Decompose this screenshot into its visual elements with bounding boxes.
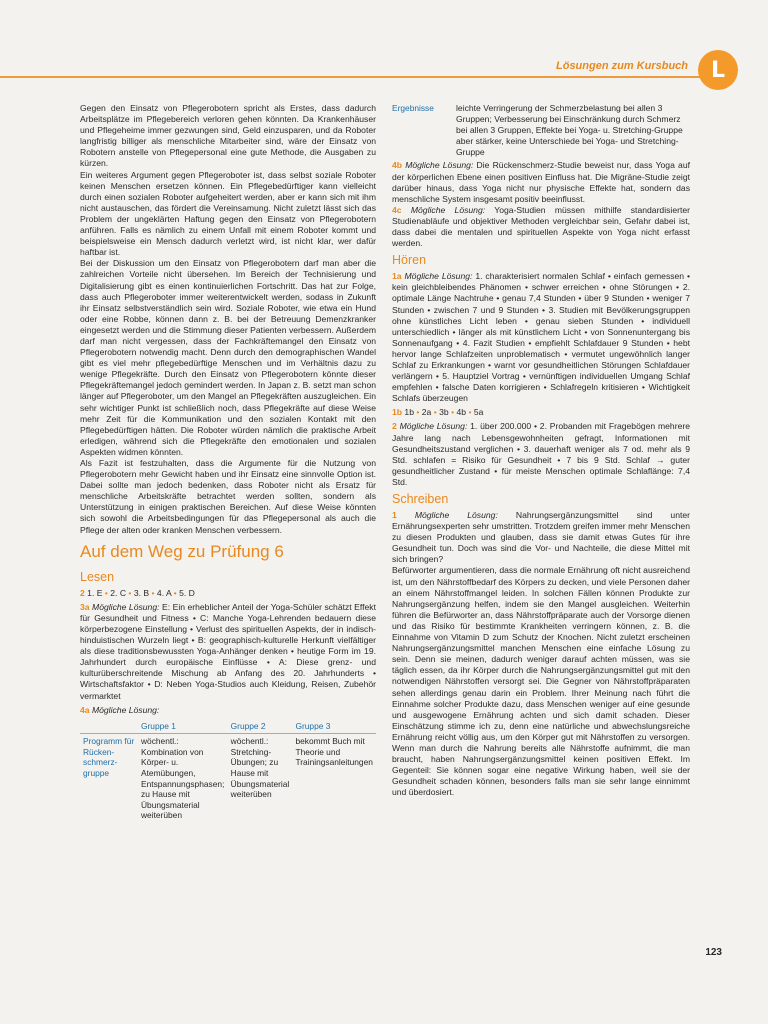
exercise-number: 4c bbox=[392, 204, 402, 215]
exercise-number: 1 bbox=[392, 510, 397, 520]
ergebnisse-row bbox=[392, 103, 690, 158]
ergebnisse-text: leichte Verringerung der Schmerzbelastung bei allen 3 Gruppen; Verbesserung bei Einschränkung durch Schmerz bei allen 3 Gruppen, Effekte bei Yoga- u. Stretching-Gruppe aber stärker, keine Unterschiede bei Yoga- und Stretching-Gruppe bbox=[456, 103, 683, 158]
answer-hoeren-2 bbox=[392, 421, 690, 488]
table-header: Gruppe 1 bbox=[138, 719, 228, 734]
running-header-title: Lösungen zum Kursbuch bbox=[556, 60, 688, 72]
table-header: Gruppe 3 bbox=[292, 719, 376, 734]
left-column bbox=[80, 103, 376, 823]
essay-paragraph: Als Fazit ist festzuhalten, dass die Argumente für die Nutzung von Pflegerobotern mehr Gewicht haben und ihr Einsatz eine sinnvolle Option ist. Dabei sollte man jedoch bedenken, dass Roboter nicht als Ersatz für menschliche Arbeitskräfte betrachtet werden sollten, sondern als Unterstützung in einigen praktischen Bereichen. Auf diese Weise könnten sich sowohl die Arbeitsbedingungen für das Pflegepersonal als auch die Pflege der alten oder kranken Menschen verbessern. bbox=[80, 458, 376, 535]
answer-text: Yoga-Studien müssen mithilfe standardisierter Studienabläufe und objektiver Methoden vergleichbar sein, Gefahr dabei ist, dass dabei die mentalen und spirituellen Aspekte von Yoga nicht erfasst werden. bbox=[392, 204, 690, 249]
answer-item: 5a bbox=[473, 407, 484, 418]
answer-schreiben-1-intro bbox=[392, 510, 690, 565]
answer-item: 4. A bbox=[156, 587, 172, 598]
ergebnisse-label: Ergebnisse bbox=[392, 103, 434, 113]
table-row bbox=[80, 734, 376, 823]
exercise-number: 2 bbox=[80, 587, 85, 598]
solution-label: Mögliche Lösung: bbox=[399, 421, 468, 432]
solution-label: Mögliche Lösung: bbox=[92, 601, 160, 612]
table-cell: bekommt Buch mit Theorie und Trainingsanleitungen bbox=[295, 736, 373, 768]
table-header bbox=[80, 719, 138, 734]
answer-text: Die Rückenschmerz-Studie beweist nur, dass Yoga auf der körperlichen Ebene einen positiven Einfluss hat. Die Migräne-Studie zeigt darüber hinaus, dass Yoga nicht nur physische Effekte hat, sondern das menschliche System insgesamt positiv beeinflusst. bbox=[392, 160, 690, 204]
hoeren-heading: Hören bbox=[392, 253, 427, 268]
answer-text: Nahrungsergänzungsmittel sind unter Ernährungsexperten sehr umstritten. Trotzdem greifen immer mehr Menschen zu diesen Produkten und glauben, dass sie damit etwas Gutes für ihre Gesundheit tun. Doch was sind die Vor- und Nachteile, die diese Mittel mit sich bringen? bbox=[392, 510, 691, 565]
study-table bbox=[80, 719, 376, 823]
header-rule bbox=[0, 76, 708, 78]
table-row-header: Programm für Rücken-schmerz-gruppe bbox=[83, 736, 135, 779]
answer-hoeren-1a bbox=[392, 271, 690, 404]
solution-label: Mögliche Lösung: bbox=[405, 160, 474, 171]
answer-text: E: Ein erheblicher Anteil der Yoga-Schüler schätzt Effekt für Gesundheit und Fitness • C: Manche Yoga-Lehrenden bedauern diese körperbezogene Einstellung • Verlust des spirituellen Aspekts, der in indisch-hinduistischen Wurzeln liegt • B: geographisch-kulturelle Herkunft vielfältiger als diese traditionsbewussten Yoga-Anhänger denken • heutige Form im 19. Jahrhundert durch europäische Einflüsse • A: Diese grenz- und kulturüberschreitende Mischung ab Anfang des 20. Jahrhunderts • Wirtschaftsfaktor • D: Neben Yoga-Studios auch Kleidung, Reisen, Zubehör vermarktet bbox=[80, 601, 376, 701]
answer-schreiben-1-body: Befürworter argumentieren, dass die normale Ernährung oft nicht ausreichend ist, um den Nährstoffbedarf des Körpers zu decken, und viele Personen daher an einem Nährstoffmangel leiden. In solchen Fällen können Produkte zur Nahrungsergänzung helfen, indem sie den Mangel ausgleichen. Weiterhin führen die Befürworter an, dass Nährstoffpräparate auch der Vorsorge dienen und das Risiko für bestimmte Krankheiten verringern können, z. B. die Einnahme von Vitamin D zum Schutz der Knochen. Nicht zuletzt erscheinen Nahrungsergänzungsmittel manchen Menschen eine einfache Lösung zu sein. Denn sie meinen, dadurch weniger darauf achten müssen, was sie täglich essen, da ihr Körper durch die Nahrungsergänzungsmittel gut mit den notwendigen Nährstoffen versorgt sei. Die Gegner von Nährstoffpräparaten sehen allerdings genau darin ein Problem. Ihrer Meinung nach führt die Einnahme solcher Produkte dazu, dass Menschen weniger auf eine gesunde und ausgewogene Ernährung achten und sich damit schaden. Dieser Einschätzung stimme ich zu, denn eine natürliche und abwechslungsreiche Ernährung reicht völlig aus, um den Körper gut mit Nährstoffen zu versorgen. Wenn man durch die Nahrung bereits alle Nährstoffe aufnimmt, die man braucht, haben Nahrungsergänzungsmittel keinen positiven Effekt. Im Gegenteil: Sie können sogar eine negative Wirkung haben, weil sie der Gesundheit schaden können, besonders falls man sie sehr lange einnimmt und überdosiert. bbox=[392, 565, 690, 798]
exercise-number: 4a bbox=[80, 704, 90, 715]
section-badge: L bbox=[698, 50, 738, 90]
solution-label: Mögliche Lösung: bbox=[410, 204, 486, 215]
answer-item: 5. D bbox=[179, 587, 195, 598]
table-cell: wöchentl.: Kombination von Körper- u. Atemübungen, Entspannungsphasen; zu Hause mit Übungsmaterial weiterüben bbox=[141, 736, 225, 821]
answer-item: 3b bbox=[439, 407, 449, 418]
right-column bbox=[392, 103, 690, 798]
schreiben-heading: Schreiben bbox=[392, 492, 449, 506]
answer-item: 2a bbox=[421, 407, 432, 418]
solution-label: Mögliche Lösung: bbox=[404, 271, 473, 282]
answer-lesen-4a bbox=[80, 705, 376, 716]
essay-paragraph: Ein weiteres Argument gegen Pflegeroboter ist, dass selbst soziale Roboter keinen Menschen ersetzen können. Ein Pflegebedürftiger kann vielleicht durch einen sozialen Roboter aufgeheitert werden, aber er kann sich mit ihm nicht austauschen, das fördert die Vereinsamung. Nicht zuletzt lässt sich das Problem der ungeklärten Haftung gegen den Einsatz von Pflegerobotern anführen. Falls es nämlich zu einem Unfall mit einem Roboter kommt und beispielsweise ein Mensch dadurch verletzt wird, ist nicht klar, wer dafür haftbar ist. bbox=[80, 169, 376, 258]
table-header: Gruppe 2 bbox=[228, 719, 293, 734]
table-cell: wöchentl.: Stretching-Übungen; zu Hause mit Übungsmaterial weiterüben bbox=[230, 736, 290, 800]
answer-lesen-2: 2 1. E • 2. C • 3. B • 4. A • 5. D bbox=[80, 587, 195, 598]
exercise-number: 4b bbox=[392, 160, 403, 171]
exercise-number: 2 bbox=[392, 421, 397, 432]
answer-lesen-4b bbox=[392, 160, 690, 204]
answer-lesen-4c bbox=[392, 205, 690, 249]
answer-item: 1b bbox=[404, 407, 414, 418]
essay-paragraph: Bei der Diskussion um den Einsatz von Pflegerobotern darf man aber die zahlreichen Vorteile nicht übersehen. Im Bereich der Technisierung und Digitalisierung gibt es einen kontinuierlichen Fortschritt. Das hat zur Folge, dass auch Pflegeroboter immer weiterentwickelt werden, sodass in Zukunft ihr Einsatz selbstverständlich sein wird. Soziale Roboter, wie etwa ein Hund oder eine Robbe, können dann z. B. bei der Betreuung Demenzkranker eingesetzt werden und die Stimmung dieser Patienten verbessern. Außerdem darf man nicht vergessen, dass der Fachkräftemangel den Einsatz von Pflegerobotern notwendig macht. Denn durch den demographischen Wandel gibt es viel mehr pflegebedürftige Menschen und im Verhältnis dazu zu wenige Pflegekräfte. Durch den Einsatz von Pflegerobotern könnte dieser Pflegekräftemangel jedoch gemindert werden. In Japan z. B. setzt man schon länger auf Pflegeroboter, um den Mangel an Pflegekräften auszugleichen. Ein sehr wichtiger Punkt ist schließlich noch, dass Pflegekräfte auf diese Weise mehr Zeit für die Kommunikation und den sozialen Kontakt mit den Pflegebedürftigen hätten. Die Roboter würden nämlich die praktische Arbeit erledigen, während sich die Pflegekräfte den emotionalen und sozialen Aspekten widmen könnten. bbox=[80, 258, 376, 457]
answer-item: 2. C bbox=[110, 587, 127, 598]
section-title: Auf dem Weg zu Prüfung 6 bbox=[80, 541, 284, 561]
exercise-number: 1b bbox=[392, 407, 403, 418]
answer-hoeren-1b: 1b 1b • 2a • 3b • 4b • 5a bbox=[392, 407, 484, 418]
lesen-heading: Lesen bbox=[80, 569, 115, 584]
exercise-number: 3a bbox=[80, 601, 90, 612]
answer-item: 1. E bbox=[87, 587, 103, 598]
solution-label: Mögliche Lösung: bbox=[91, 704, 160, 715]
essay-paragraph: Gegen den Einsatz von Pflegerobotern spricht als Erstes, dass dadurch Arbeitsplätze im Pflegebereich verloren gehen könnten. Da Krankenhäuser und Pflegeheime immer gezwungen sind, Geld einzusparen, und da Roboter langfristig billiger als menschliche Mitarbeiter sind, wäre der Einsatz von Robotern anstelle von Pflegepersonal eine gute Methode, die Ausgaben zu kürzen. bbox=[80, 103, 376, 169]
answer-text: 1. charakterisiert normalen Schlaf • einfach gemessen • kein gleichbleibendes Phänomen • schwer erreichen • ohne Störungen • 2. optimale Länge Nachtruhe • genau 7,4 Stunden • über 9 Stunden • weniger 7 Stunden • zwischen 7 und 9 Stunden • 3. Studien mit Bevölkerungsgruppen ohne künstliches Licht leben • genau sieben Stunden • individuell unterschiedlich • länger als mit künstlichem Licht • von Sonnenuntergang bis Sonnenaufgang • 4. Fazit Studien • empfiehlt Schlafdauer 9 Stunden • hebt hervor lange Schlafzeiten unproblematisch • vermutet ungewöhnlich langer Schlaf zu Erkrankungen • warnt vor gesundheitlichen Störungen Schlafdauer verlängern • 5. Hauptziel Vortrag • vernünftigen individuellen Umgang Schlaf empfehlen • falsche Daten korrigieren • Schlafregeln kritisieren • Wichtigkeit Schlafs überzeugen bbox=[392, 271, 691, 404]
answer-lesen-3a bbox=[80, 602, 376, 702]
answer-item: 4b bbox=[456, 407, 467, 418]
exercise-number: 1a bbox=[392, 271, 402, 282]
solution-label: Mögliche Lösung: bbox=[414, 510, 498, 520]
page-number: 123 bbox=[705, 947, 722, 958]
answer-text: 1. über 200.000 • 2. Probanden mit Fragebögen mehrere Jahre lang nach Lebensgewohnheiten gefragt, Informationen mit Gesundheitszustand verglichen • 3. dauerhaft weniger als 7 od. mehr als 9 Std. schlafen = Risiko für Gesundheit • 7 bis 9 Std. Schlaf → guter gesundheitlicher Zustand • für meiste Menschen optimale Schlaflänge: 7,4 Std. bbox=[392, 421, 690, 487]
answer-item: 3. B bbox=[133, 587, 150, 598]
